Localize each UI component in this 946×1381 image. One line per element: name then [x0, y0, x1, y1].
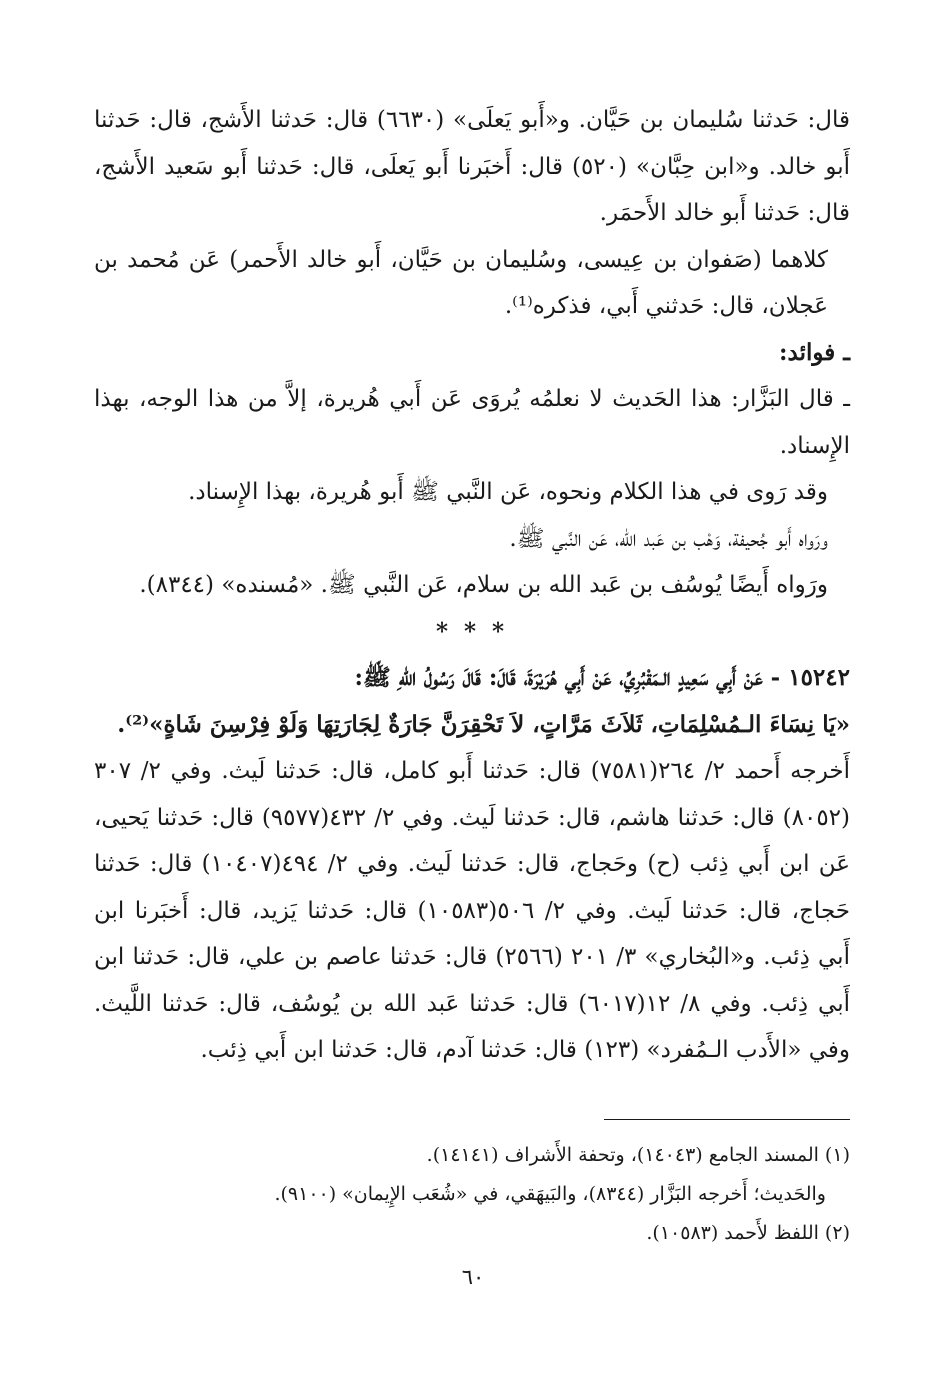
paragraph-isnad-1: قال: حَدثنا سُليمان بن حَيَّان. و«أَبو يَعلَى» (٦٦٣٠) قال: حَدثنا الأَشج، قال: حَدثنا أَبو خالد. و«ابن حِبَّان» (٥٢٠) قال: أَخبَرنا أَبو يَعلَى، قال: حَدثنا أَبو سَعيد الأَشج، قال: حَدثنا أَبو خالد الأَحمَر.: [94, 107, 850, 226]
page-number: ٦٠: [461, 1265, 485, 1289]
paragraph-riwaya-3: ورَواه أَيضًا يُوسُف بن عَبد الله بن سلام، عَن النَّبي ﷺ. «مُسنده» (٨٣٤٤).: [139, 572, 828, 598]
fawaid-heading: ـ فوائد:: [779, 338, 850, 366]
paragraph-riwaya-1: وقد رَوى في هذا الكلام ونحوه، عَن النَّبي ﷺ أَبو هُريرة، بهذا الإِسناد.: [188, 479, 828, 505]
paragraph-isnad-2: كلاهما (صَفوان بن عِيسى، وسُليمان بن حَيَّان، أَبو خالد الأَحمر) عَن مُحمد بن عَجلان، قال: حَدثني أَبي، فذكره⁽¹⁾.: [94, 246, 828, 319]
main-text: [94, 97, 850, 1074]
footnote-1-continuation: والحَديث؛ أَخرجه البَزَّار (٨٣٤٤)، والبَيهَقي، في «شُعَب الإِيمان» (٩١٠٠).: [274, 1183, 826, 1205]
hadith-number-line: ١٥٢٤٢ - عَنْ أَبِي سَعِيدٍ الـمَقْبُرِيِّ، عَنْ أَبِي هُرَيْرَةَ، قَالَ: قَالَ رَسُولُ اللهِ ﷺ:: [354, 664, 850, 691]
footnote-separator-line: [604, 1119, 850, 1120]
section-separator: * * *: [435, 617, 509, 645]
paragraph-bazzar: ـ قال البَزَّار: هذا الحَديث لا نعلمُه يُروَى عَن أَبي هُريرة، إلاَّ من هذا الوجه، بهذا الإِسناد.: [94, 386, 850, 459]
footnotes: [94, 1136, 850, 1253]
hadith-matn: «يَا نِسَاءَ الـمُسْلِمَاتِ، ثَلاَثَ مَرَّاتٍ، لاَ تَحْقِرَنَّ جَارَةٌ لِجَارَتِهَا وَلَوْ فِرْسِنَ شَاةٍ»⁽²⁾.: [117, 710, 850, 738]
footnote-2: (٢) اللفظ لأَحمد (١٠٥٨٣).: [646, 1222, 850, 1244]
paragraph-takhrij: أَخرجه أَحمد ٢/ ٢٦٤(٧٥٨١) قال: حَدثنا أَبو كامل، قال: حَدثنا لَيث. وفي ٢/ ٣٠٧ (٨٠٥٢) قال: حَدثنا هاشم، قال: حَدثنا لَيث. وفي ٢/ ٤٣٢(٩٥٧٧) قال: حَدثنا يَحيى، عَن ابن أَبي ذِئب (ح) وحَجاج، قال: حَدثنا لَيث. وفي ٢/ ٤٩٤(١٠٤٠٧) قال: حَدثنا حَجاج، قال: حَدثنا لَيث. وفي ٢/ ٥٠٦(١٠٥٨٣) قال: حَدثنا يَزيد، قال: أَخبَرنا ابن أَبي ذِئب. و«البُخاري» ٣/ ٢٠١ (٢٥٦٦) قال: حَدثنا عاصم بن علي، قال: حَدثنا ابن أَبي ذِئب. وفي ٨/ ١٢(٦٠١٧) قال: حَدثنا عَبد الله بن يُوسُف، قال: حَدثنا اللَّيث. وفي «الأَدب الـمُفرد» (١٢٣) قال: حَدثنا آدم، قال: حَدثنا ابن أَبي ذِئب.: [94, 758, 851, 1063]
paragraph-riwaya-2: ورَواه أَبو جُحيفة، وَهْب بن عَبد الله، عَن النَّبي ﷺ.: [509, 525, 828, 552]
footnote-1: (١) المسند الجامع (١٤٠٤٣)، وتحفة الأَشراف (١٤١٤١).: [426, 1144, 850, 1166]
